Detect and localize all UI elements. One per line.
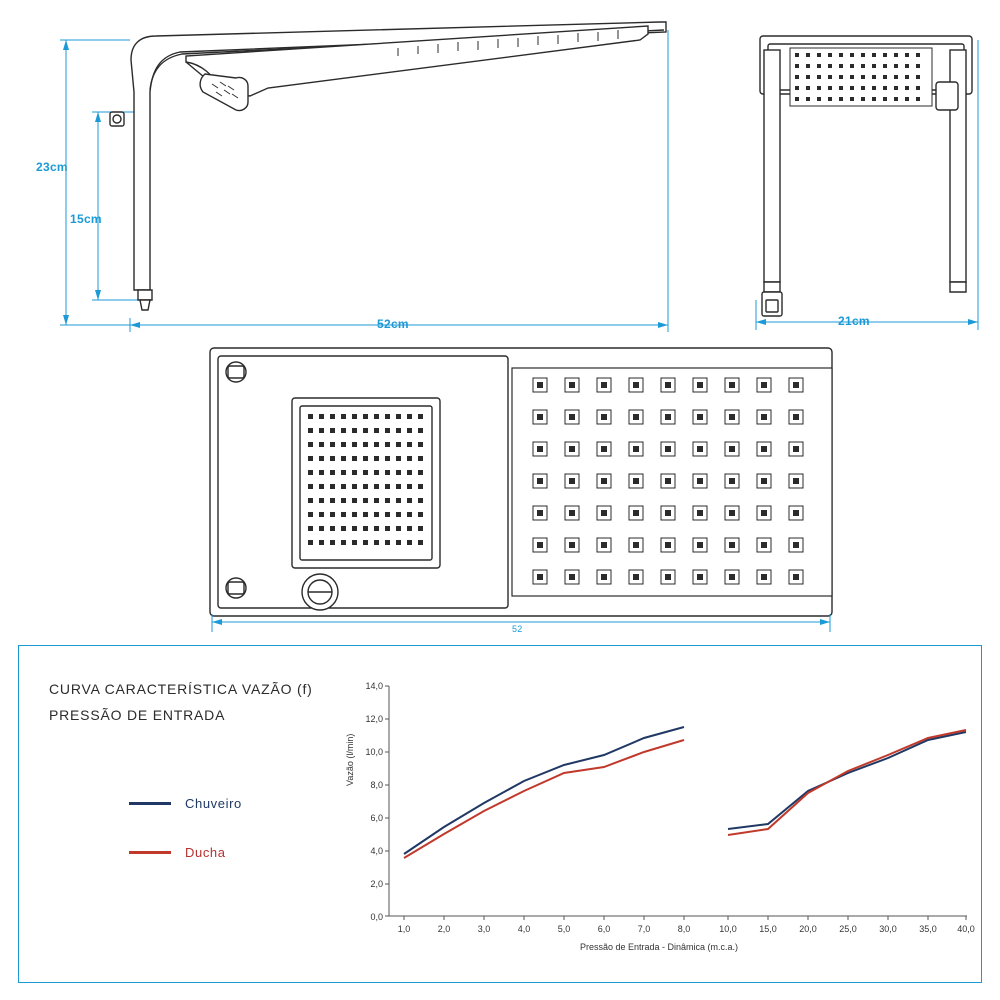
chart-legend (129, 796, 242, 894)
dimension-bottom-width: 52 (512, 624, 523, 634)
x-tick-3: 3,0 (477, 924, 491, 934)
x-tick-5: 5,0 (557, 924, 571, 934)
bottom-view-shower-plate (512, 368, 832, 596)
x-tick-4: 4,0 (517, 924, 531, 934)
y-axis-label: Vazão (l/min) (345, 733, 355, 786)
x-tick-8: 8,0 (677, 924, 691, 934)
legend-item-chuveiro (129, 796, 242, 811)
chart-svg (349, 666, 969, 936)
x-tick-10: 10,0 (719, 924, 737, 934)
flow-curve-panel (18, 645, 982, 983)
x-tick-20: 20,0 (799, 924, 817, 934)
legend-swatch-ducha (129, 851, 171, 854)
chart-title-line2: PRESSÃO DE ENTRADA (49, 707, 226, 723)
y-tick-12: 12,0 (365, 714, 383, 724)
x-tick-30: 30,0 (879, 924, 897, 934)
y-tick-4: 4,0 (370, 846, 383, 856)
dimension-front-width: 21cm (838, 314, 870, 328)
chart-plot (345, 666, 975, 966)
side-view-outline (110, 22, 666, 310)
legend-label-chuveiro: Chuveiro (185, 796, 242, 811)
chart-title-line1: CURVA CARACTERÍSTICA VAZÃO (f) (49, 681, 313, 697)
x-tick-40: 40,0 (957, 924, 975, 934)
x-tick-25: 25,0 (839, 924, 857, 934)
y-tick-6: 6,0 (370, 813, 383, 823)
x-tick-35: 35,0 (919, 924, 937, 934)
y-tick-0: 0,0 (370, 912, 383, 922)
dimension-height-total: 23cm (36, 160, 68, 174)
chart-title (49, 676, 349, 728)
front-view-nozzle-grid (790, 48, 932, 106)
legend-item-ducha (129, 845, 242, 860)
x-tick-15: 15,0 (759, 924, 777, 934)
legend-swatch-chuveiro (129, 802, 171, 805)
x-tick-1: 1,0 (397, 924, 411, 934)
dimension-side-width: 52cm (377, 317, 409, 331)
x-tick-6: 6,0 (597, 924, 611, 934)
y-tick-10: 10,0 (365, 747, 383, 757)
dimension-height-inner: 15cm (70, 212, 102, 226)
x-tick-7: 7,0 (637, 924, 651, 934)
y-tick-8: 8,0 (370, 780, 383, 790)
x-axis-label: Pressão de Entrada - Dinâmica (m.c.a.) (579, 942, 739, 952)
x-tick-2: 2,0 (437, 924, 451, 934)
y-tick-14: 14,0 (365, 681, 383, 691)
y-tick-2: 2,0 (370, 879, 383, 889)
legend-label-ducha: Ducha (185, 845, 226, 860)
